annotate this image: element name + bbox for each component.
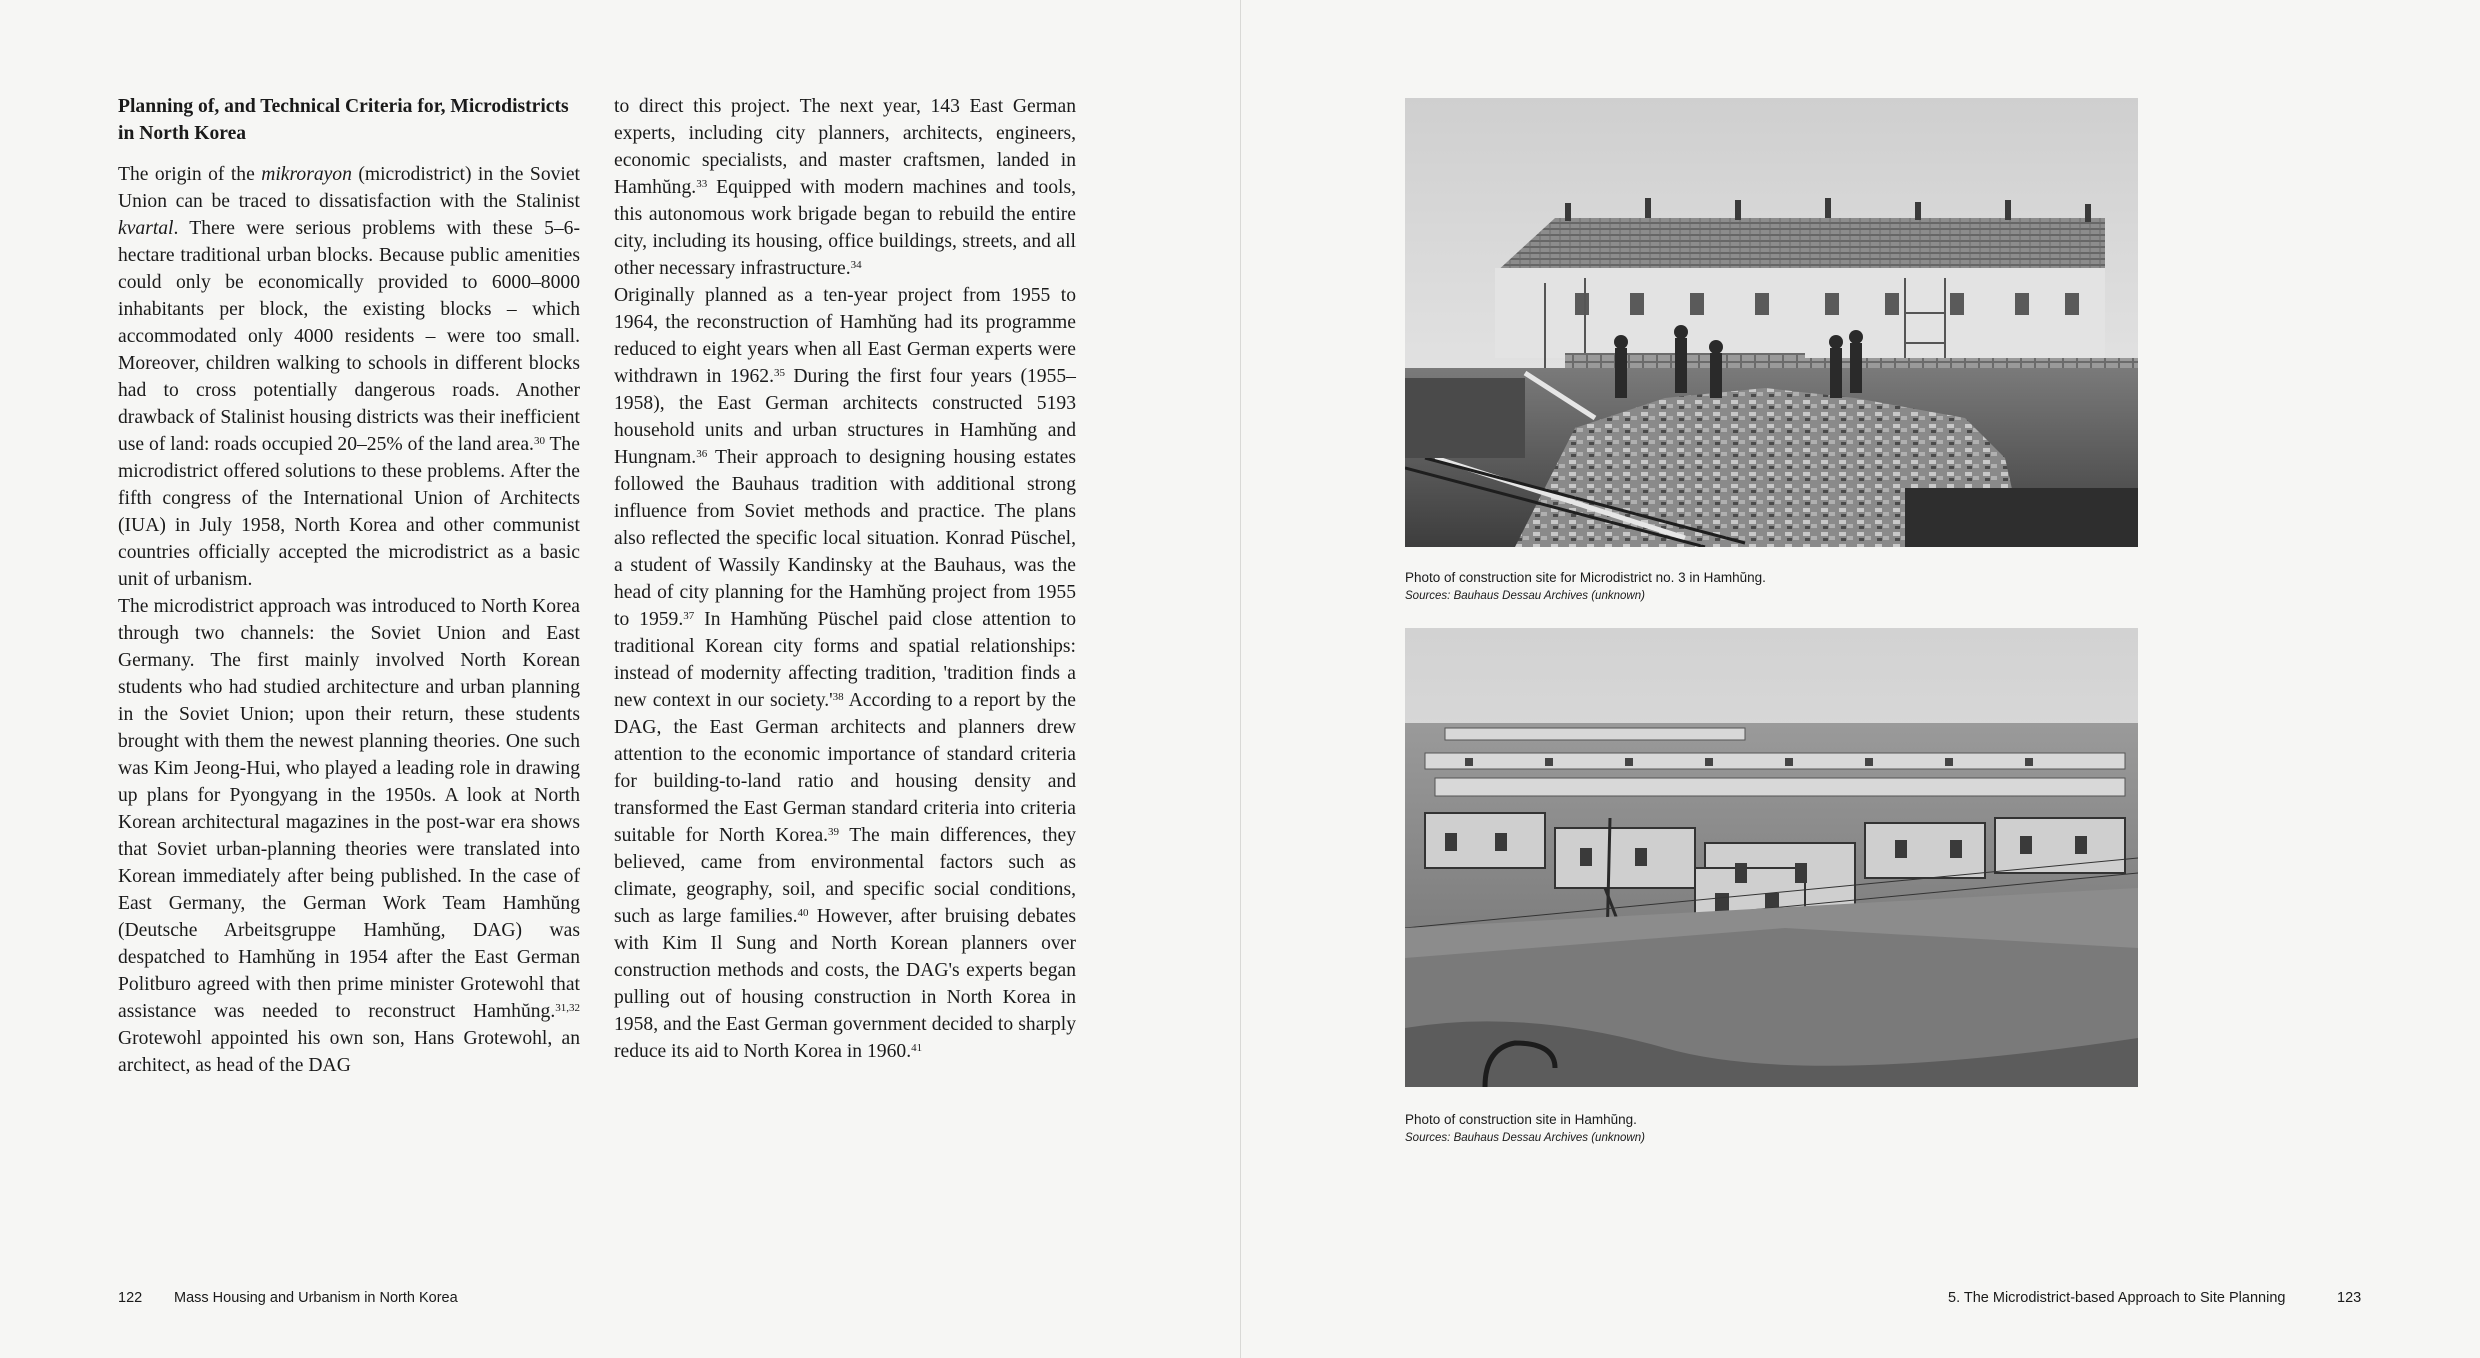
italic-term: mikrorayon bbox=[261, 164, 352, 185]
page-number: 122 bbox=[118, 1290, 143, 1306]
paragraph: The origin of the mikrorayon (microdistrict) in the Soviet Union can be traced to dissatisfaction with the Stalinist kvartal. There were serious problems with these 5–6-hectare traditional urban blocks. Because public amenities could only be economically provided to 6000–8000 inhabitants per block, the existing blocks – which accommodated only 4000 residents – were too small. Moreover, children walking to schools in different blocks had to cross potentially dangerous roads. Another drawback of Stalinist housing districts was their inefficient use of land: roads occupied 20–25% of the land area.$^{30}$ The microdistrict offered solutions to these problems. After the fifth congress of the International Union of Architects (IUA) in July 1958, North Korea and other communist countries officially accepted the microdistrict as a basic unit of urbanism. bbox=[118, 164, 580, 590]
footnote-ref: 35 bbox=[773, 367, 785, 379]
caption-title: Photo of construction site in Hamhŭng. bbox=[1405, 1112, 1637, 1127]
footnote-ref: 31,32 bbox=[555, 1002, 580, 1014]
construction-photo-1 bbox=[1405, 98, 2138, 547]
italic-term: kvartal bbox=[118, 218, 174, 239]
caption-source: Sources: Bauhaus Dessau Archives (unknown) bbox=[1405, 1132, 1645, 1144]
running-footer: Mass Housing and Urbanism in North Korea bbox=[174, 1290, 458, 1306]
text-column-1 bbox=[118, 93, 580, 1079]
paragraph: Originally planned as a ten-year project from 1955 to 1964, the reconstruction of Hamhŭng had its programme reduced to eight years when all East German experts were withdrawn in 1962.35 During the first four years (1955–1958), the East German architects constructed 5193 household units and urban structures in Hamhŭng and Hungnam.$^{36}$ Their approach to designing housing estates followed the Bauhaus tradition with additional strong influence from Soviet methods and practice. The plans also reflected the specific local situation. Konrad Püschel, a student of Wassily Kandinsky at the Bauhaus, was the head of city planning for the Hamhŭng project from 1955 to 1959.37 In Hamhŭng Püschel paid close attention to traditional Korean city forms and spatial relationships: instead of modernity affecting tradition, 'tradition finds a new context in our $society.'^{38}$ According to a report by the DAG, the East German architects and planners drew attention to the economic importance of standard criteria for building-to-land ratio and housing density and transformed the East German standard criteria into criteria suitable for North Korea.$^{39}$ The main differences, they believed, came from environmental factors such as climate, geography, soil, and specific social conditions, such as large families.$^{40}$ However, after bruising debates with Kim Il Sung and North Korean planners over construction methods and costs, the DAG's experts began pulling out of housing construction in North Korea in 1958, and the East German government decided to sharply reduce its aid to North Korea in 1960.41 bbox=[614, 285, 1076, 1062]
figure-caption-1 bbox=[1405, 568, 2138, 606]
footnote-ref: 34 bbox=[850, 259, 862, 271]
paragraph: to direct this project. The next year, 143 East German experts, including city planners, architects, engineers, economic specialists, and master craftsmen, landed in Hamhŭng.$^{33}$ Equipped with modern machines and tools, this autonomous work brigade began to rebuild the entire city, including its housing, office buildings, streets, and all other necessary infrastructure.$^{34}$ bbox=[614, 96, 1076, 279]
paragraph: The microdistrict approach was introduced to North Korea through two channels: the Soviet Union and East Germany. The first mainly involved North Korean students who had studied architecture and urban planning in the Soviet Union; upon their return, these students brought with them the newest planning theories. One such was Kim Jeong-Hui, who played a leading role in drawing up plans for Pyongyang in the 1950s. A look at North Korean architectural magazines in the post-war era shows that Soviet urban-planning theories were translated into Korean immediately after being published. In the case of East Germany, the German Work Team Hamhŭng (Deutsche Arbeitsgruppe Hamhŭng, DAG) was despatched to Hamhŭng in 1954 after the East German Politburo agreed with then prime minister Grotewohl that assistance was needed to reconstruct Hamhŭng.$^{31,32}$ Grotewohl appointed his own son, Hans Grotewohl, an architect, as head of the DAG bbox=[118, 596, 580, 1076]
caption-title: Photo of construction site for Microdistrict no. 3 in Hamhŭng. bbox=[1405, 570, 1766, 585]
section-heading: Planning of, and Technical Criteria for, Microdistricts in North Korea bbox=[118, 96, 569, 144]
running-footer: 5. The Microdistrict-based Approach to Site Planning bbox=[1948, 1290, 2286, 1306]
figure-caption-2 bbox=[1405, 1110, 2138, 1148]
caption-source: Sources: Bauhaus Dessau Archives (unknown) bbox=[1405, 590, 1645, 602]
footnote-ref: 33 bbox=[696, 178, 708, 190]
footnote-ref: 41 bbox=[911, 1042, 923, 1054]
text-column-2 bbox=[614, 93, 1076, 1065]
construction-photo-2 bbox=[1405, 628, 2138, 1087]
page-number: 123 bbox=[2337, 1290, 2362, 1306]
footnote-ref: 37 bbox=[683, 610, 695, 622]
footnote-ref: 36 bbox=[696, 448, 708, 460]
footnote-ref: 39 bbox=[828, 826, 840, 838]
footnote-ref: 40 bbox=[797, 907, 809, 919]
footnote-ref: 30 bbox=[533, 435, 545, 447]
footnote-ref: 38 bbox=[832, 691, 844, 703]
